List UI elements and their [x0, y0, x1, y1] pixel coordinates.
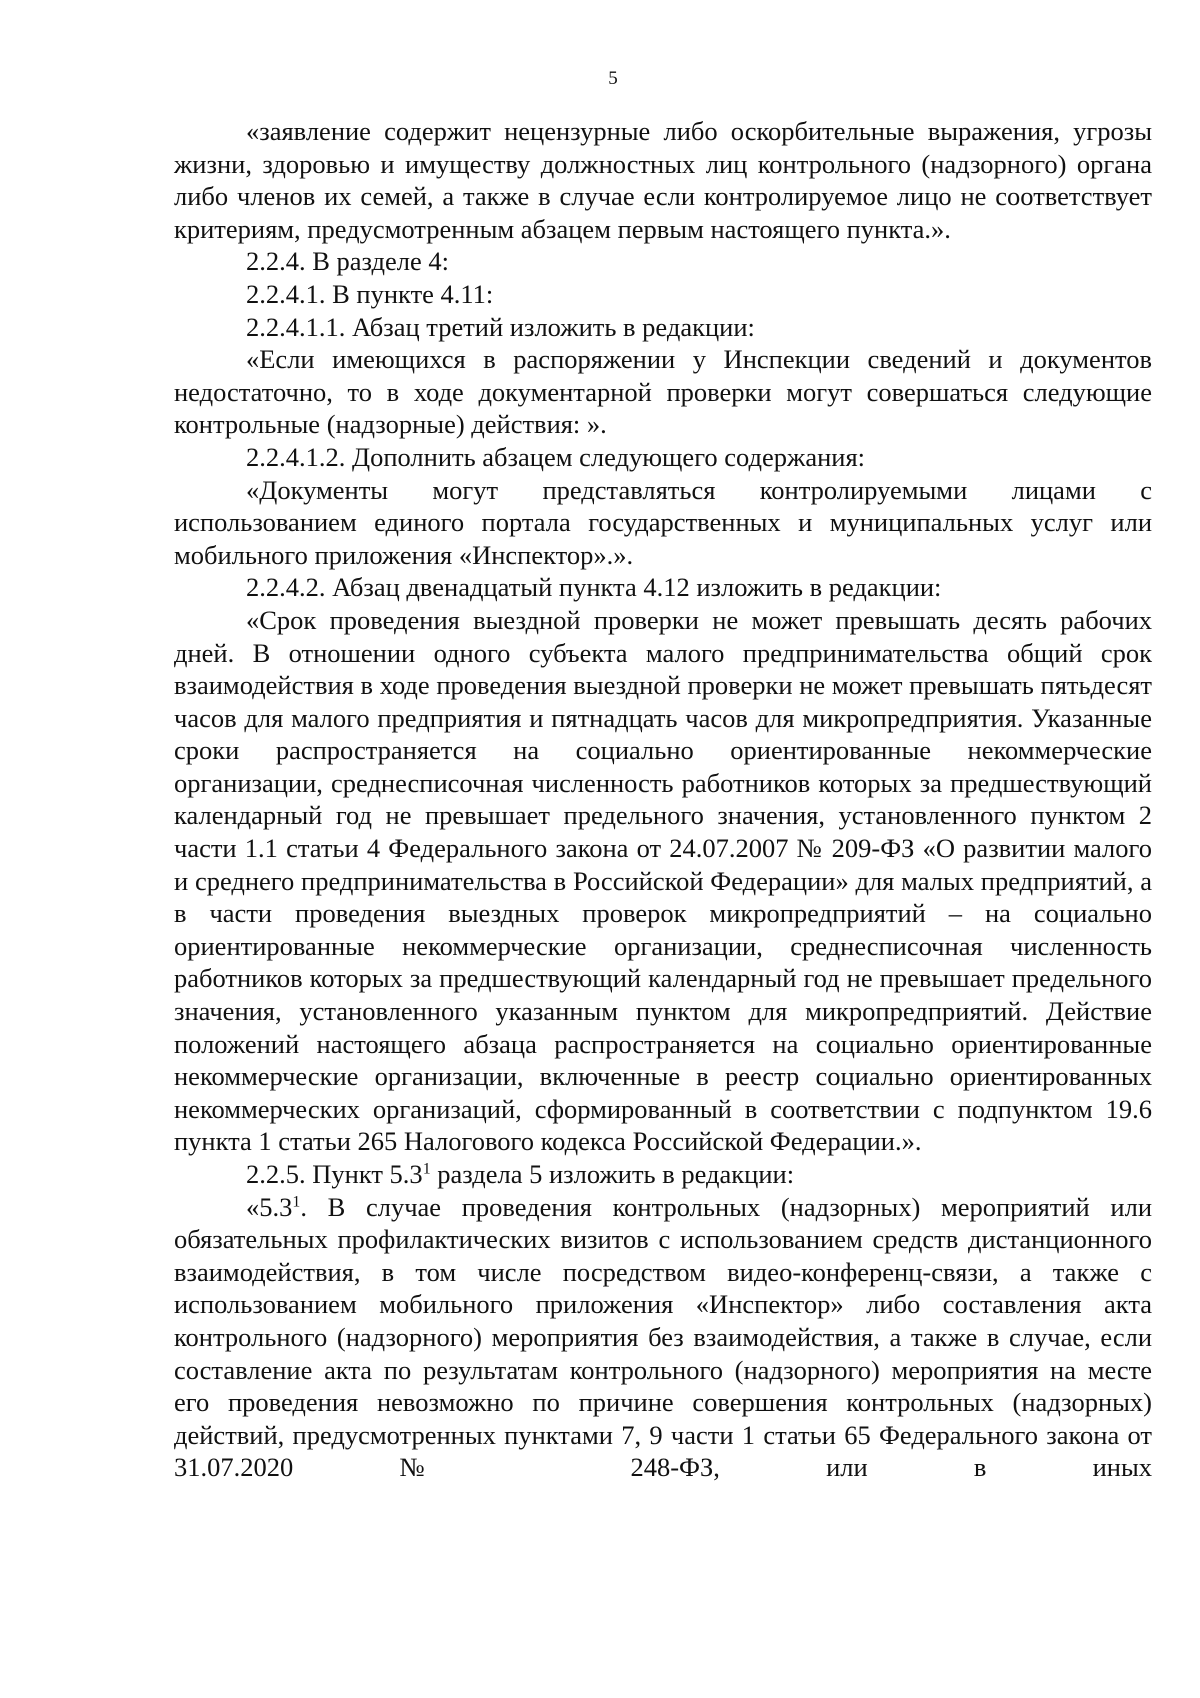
- document-body: [174, 115, 1152, 1484]
- page-number: 5: [608, 68, 618, 89]
- paragraph-item-5-3-1-start: 2.2.5. Пункт 5.3: [246, 1159, 423, 1189]
- paragraph-quoted-documents-portal: «Документы могут представляться контролируемыми лицами с использованием единого портала государственных и муниципальных услуг или мобильного приложения «Инспектор».».: [174, 474, 1152, 570]
- paragraph-quoted-remote-interaction: [174, 1191, 1152, 1484]
- paragraph-item-5-3-1-end: раздела 5 изложить в редакции:: [430, 1159, 795, 1189]
- superscript-marker: 1: [422, 1160, 431, 1178]
- paragraph-add-abzac: 2.2.4.1.2. Дополнить абзацем следующего содержания:: [246, 441, 866, 472]
- paragraph-quoted-documentary-check: «Если имеющихся в распоряжении у Инспекции сведений и документов недостаточно, то в ходе документарной проверки могут совершаться следующие контрольные (надзорные) действия: ».: [174, 344, 1152, 440]
- paragraph-section-4: 2.2.4. В разделе 4:: [246, 246, 450, 277]
- paragraph-item-5-3-1: [174, 1158, 1152, 1191]
- paragraph-quoted-remote-interaction-end: . В случае проведения контрольных (надзорных) мероприятий или обязательных профилактических визитов с использованием средств дистанционного взаимодействия, в том числе посредством видео-конференц-связи, а также с использованием мобильного приложения «Инспектор» либо составления акта контрольного (надзорного) мероприятия без взаимодействия, а также в случае, если составление акта по результатам контрольного (надзорного) мероприятия на месте его проведения невозможно по причине совершения контрольных (надзорных) действий, предусмотренных пунктами 7, 9 части 1 статьи 65 Федерального закона от 31.07.2020 № 248-ФЗ, или в иных: [174, 1191, 1152, 1483]
- superscript-marker: 1: [292, 1193, 301, 1211]
- paragraph-item-4-11: 2.2.4.1. В пункте 4.11:: [246, 278, 494, 309]
- paragraph-item-4-12: 2.2.4.2. Абзац двенадцатый пункта 4.12 изложить в редакции:: [246, 572, 942, 603]
- paragraph-quoted-inspection-term: «Срок проведения выездной проверки не может превышать десять рабочих дней. В отношении одного субъекта малого предпринимательства общий срок взаимодействия в ходе проведения выездной проверки не может превышать пятьдесят часов для малого предприятия и пятнадцать часов для микропредприятия. Указанные сроки распространяется на социально ориентированные некоммерческие организации, среднесписочная численность работников которых за предшествующий календарный год не превышает предельного значения, установленного пунктом 2 части 1.1 статьи 4 Федерального закона от 24.07.2007 № 209-ФЗ «О развитии малого и среднего предпринимательства в Российской Федерации» для малых предприятий, а в части проведения выездных проверок микропредприятий – на социально ориентированные некоммерческие организации, среднесписочная численность работников которых за предшествующий календарный год не превышает предельного значения, установленного указанным пунктом для микропредприятий. Действие положений настоящего абзаца распространяется на социально ориентированные некоммерческие организации, включенные в реестр социально ориентированных некоммерческих организаций, сформированный в соответствии с подпунктом 19.6 пункта 1 статьи 265 Налогового кодекса Российской Федерации.».: [174, 604, 1152, 1157]
- paragraph-quoted-complaint-grounds: «заявление содержит нецензурные либо оскорбительные выражения, угрозы жизни, здоровью и имуществу должностных лиц контрольного (надзорного) органа либо членов их семей, а также в случае если контролируемое лицо не соответствует критериям, предусмотренным абзацем первым настоящего пункта.».: [174, 116, 1152, 244]
- paragraph-quoted-remote-interaction-start: «5.3: [246, 1191, 293, 1222]
- paragraph-abzac-third: 2.2.4.1.1. Абзац третий изложить в редакции:: [246, 311, 755, 342]
